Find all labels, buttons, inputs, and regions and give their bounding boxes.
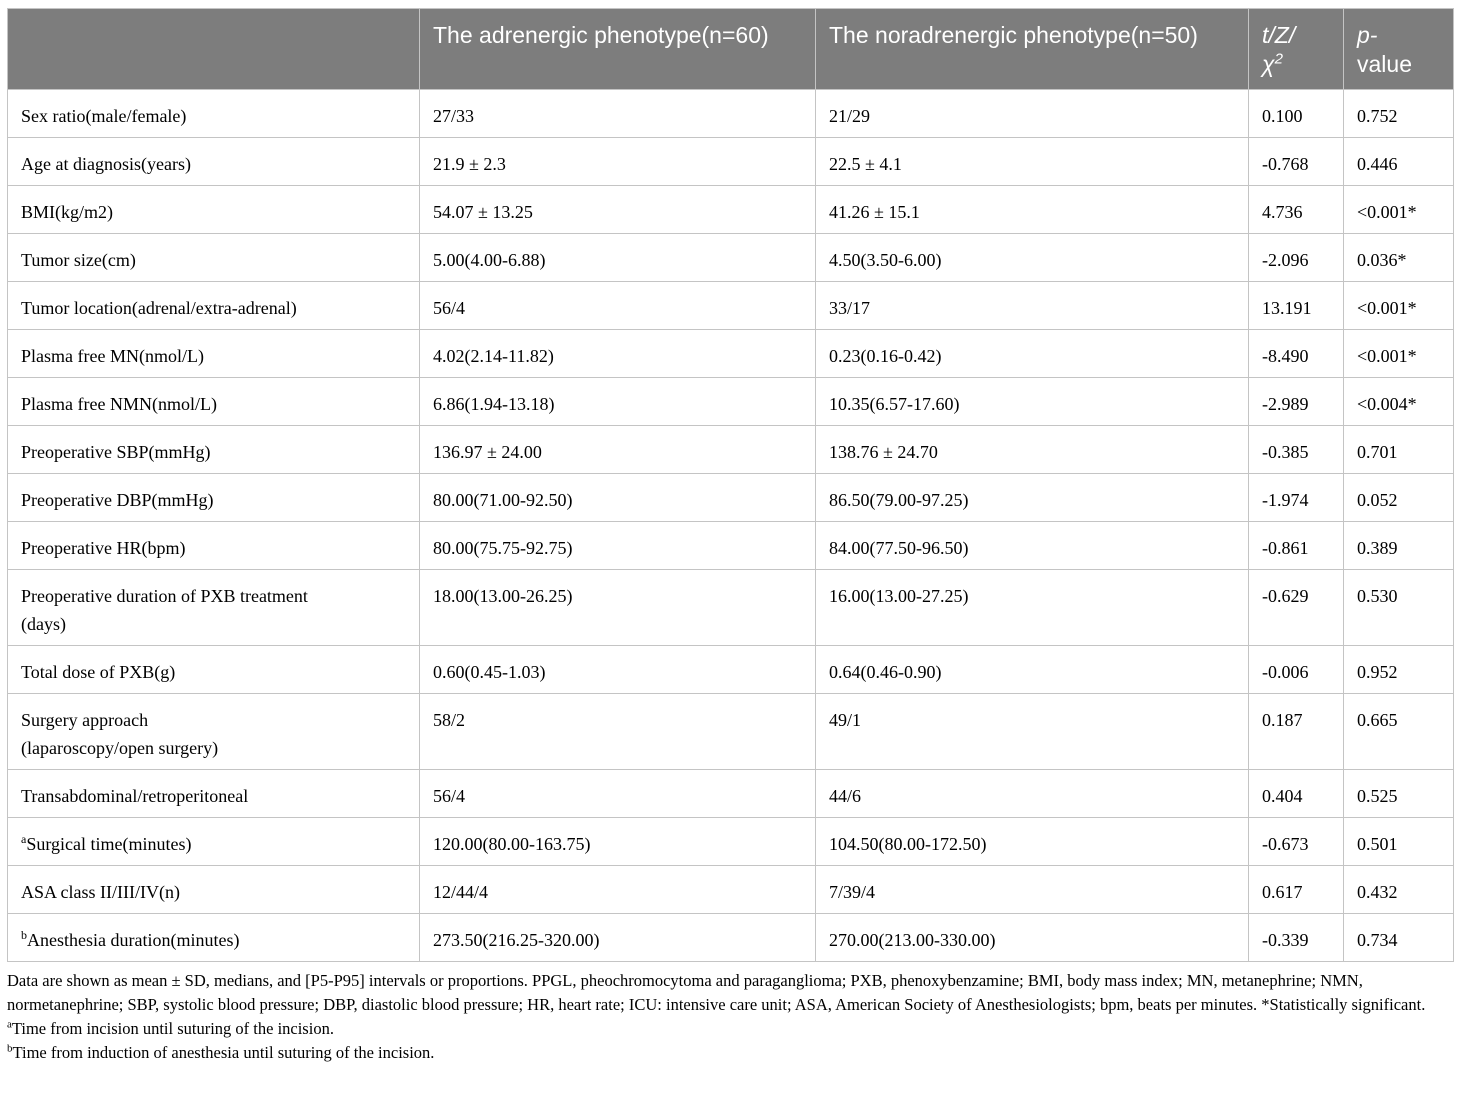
header-row — [8, 9, 1454, 90]
table-row — [8, 138, 1454, 186]
statistic-value: -0.006 — [1249, 646, 1344, 694]
row-label: Tumor size(cm) — [8, 234, 420, 282]
footnote-marker-a: a — [21, 832, 27, 846]
row-label-text: Anesthesia duration(minutes) — [27, 930, 240, 950]
adrenergic-value: 80.00(75.75-92.75) — [420, 522, 816, 570]
row-label-line1: Preoperative duration of PXB treatment — [21, 586, 308, 606]
header-statistic-line1: t/Z/ — [1262, 22, 1296, 48]
adrenergic-value: 56/4 — [420, 770, 816, 818]
p-value: 0.952 — [1344, 646, 1454, 694]
p-value: 0.052 — [1344, 474, 1454, 522]
noradrenergic-value: 4.50(3.50-6.00) — [816, 234, 1249, 282]
noradrenergic-value: 86.50(79.00-97.25) — [816, 474, 1249, 522]
table-row — [8, 570, 1454, 646]
row-label-line2: (days) — [21, 614, 66, 634]
row-label: Preoperative DBP(mmHg) — [8, 474, 420, 522]
noradrenergic-value: 104.50(80.00-172.50) — [816, 818, 1249, 866]
adrenergic-value: 80.00(71.00-92.50) — [420, 474, 816, 522]
table-row — [8, 522, 1454, 570]
table-row — [8, 234, 1454, 282]
row-label — [8, 914, 420, 962]
p-value: 0.525 — [1344, 770, 1454, 818]
footnote-main: Data are shown as mean ± SD, medians, and [P5-P95] intervals or proportions. PPGL, pheochromocytoma and paraganglioma; PXB, phenoxybenzamine; BMI, body mass index; MN, metanephrine; NMN, normetanephrine; SBP, systolic blood pressure; DBP, diastolic blood pressure; HR, heart rate; ICU: intensive care unit; ASA, American Society of Anesthesiologists; bpm, beats per minutes. *Statistically significant. — [7, 971, 1426, 1014]
table-footnotes — [7, 969, 1453, 1065]
row-label — [8, 570, 420, 646]
footnote-a-marker: a — [7, 1018, 12, 1031]
row-label: Transabdominal/retroperitoneal — [8, 770, 420, 818]
statistic-value: -0.339 — [1249, 914, 1344, 962]
footnote-marker-b: b — [21, 928, 27, 942]
adrenergic-value: 4.02(2.14-11.82) — [420, 330, 816, 378]
noradrenergic-value: 41.26 ± 15.1 — [816, 186, 1249, 234]
header-statistic-chi: χ — [1262, 51, 1275, 77]
row-label: Plasma free NMN(nmol/L) — [8, 378, 420, 426]
row-label-line1: Surgery approach — [21, 710, 149, 730]
adrenergic-value: 5.00(4.00-6.88) — [420, 234, 816, 282]
adrenergic-value: 120.00(80.00-163.75) — [420, 818, 816, 866]
footnote-b — [7, 1041, 1453, 1065]
p-value: 0.432 — [1344, 866, 1454, 914]
table-row — [8, 90, 1454, 138]
p-value: 0.036* — [1344, 234, 1454, 282]
header-p-value — [1344, 9, 1454, 90]
adrenergic-value: 136.97 ± 24.00 — [420, 426, 816, 474]
header-p-line1: p- — [1357, 22, 1378, 48]
footnote-b-marker: b — [7, 1042, 13, 1055]
statistic-value: -2.989 — [1249, 378, 1344, 426]
noradrenergic-value: 138.76 ± 24.70 — [816, 426, 1249, 474]
noradrenergic-value: 0.23(0.16-0.42) — [816, 330, 1249, 378]
row-label: Plasma free MN(nmol/L) — [8, 330, 420, 378]
adrenergic-value: 21.9 ± 2.3 — [420, 138, 816, 186]
row-label — [8, 694, 420, 770]
row-label-line2: (laparoscopy/open surgery) — [21, 738, 219, 758]
noradrenergic-value: 44/6 — [816, 770, 1249, 818]
statistic-value: -0.673 — [1249, 818, 1344, 866]
table-row — [8, 770, 1454, 818]
footnote-a-text: Time from incision until suturing of the incision. — [11, 1019, 334, 1038]
table-row — [8, 646, 1454, 694]
statistic-value: 13.191 — [1249, 282, 1344, 330]
statistic-value: -2.096 — [1249, 234, 1344, 282]
header-p-line2: value — [1357, 51, 1412, 77]
adrenergic-value: 12/44/4 — [420, 866, 816, 914]
row-label: ASA class II/III/IV(n) — [8, 866, 420, 914]
table-row — [8, 186, 1454, 234]
table-row — [8, 378, 1454, 426]
table-row — [8, 866, 1454, 914]
row-label: BMI(kg/m2) — [8, 186, 420, 234]
adrenergic-value: 6.86(1.94-13.18) — [420, 378, 816, 426]
statistic-value: 0.187 — [1249, 694, 1344, 770]
noradrenergic-value: 49/1 — [816, 694, 1249, 770]
noradrenergic-value: 0.64(0.46-0.90) — [816, 646, 1249, 694]
row-label: Age at diagnosis(years) — [8, 138, 420, 186]
p-value: 0.665 — [1344, 694, 1454, 770]
statistic-value: -0.768 — [1249, 138, 1344, 186]
adrenergic-value: 58/2 — [420, 694, 816, 770]
noradrenergic-value: 16.00(13.00-27.25) — [816, 570, 1249, 646]
row-label — [8, 818, 420, 866]
statistic-value: 0.617 — [1249, 866, 1344, 914]
statistic-value: -8.490 — [1249, 330, 1344, 378]
noradrenergic-value: 7/39/4 — [816, 866, 1249, 914]
comparison-table — [7, 8, 1454, 962]
table-container — [7, 8, 1453, 1065]
noradrenergic-value: 33/17 — [816, 282, 1249, 330]
p-value: 0.530 — [1344, 570, 1454, 646]
table-row — [8, 818, 1454, 866]
footnote-b-text: Time from induction of anesthesia until suturing of the incision. — [12, 1043, 435, 1062]
noradrenergic-value: 21/29 — [816, 90, 1249, 138]
adrenergic-value: 27/33 — [420, 90, 816, 138]
adrenergic-value: 0.60(0.45-1.03) — [420, 646, 816, 694]
header-adrenergic: The adrenergic phenotype(n=60) — [420, 9, 816, 90]
row-label: Total dose of PXB(g) — [8, 646, 420, 694]
p-value: 0.701 — [1344, 426, 1454, 474]
p-value: <0.004* — [1344, 378, 1454, 426]
noradrenergic-value: 22.5 ± 4.1 — [816, 138, 1249, 186]
adrenergic-value: 273.50(216.25-320.00) — [420, 914, 816, 962]
adrenergic-value: 18.00(13.00-26.25) — [420, 570, 816, 646]
p-value: 0.501 — [1344, 818, 1454, 866]
statistic-value: 0.100 — [1249, 90, 1344, 138]
noradrenergic-value: 84.00(77.50-96.50) — [816, 522, 1249, 570]
row-label: Preoperative SBP(mmHg) — [8, 426, 420, 474]
p-value: 0.752 — [1344, 90, 1454, 138]
statistic-value: -0.385 — [1249, 426, 1344, 474]
adrenergic-value: 54.07 ± 13.25 — [420, 186, 816, 234]
header-statistic — [1249, 9, 1344, 90]
p-value: 0.389 — [1344, 522, 1454, 570]
table-row — [8, 694, 1454, 770]
table-row — [8, 914, 1454, 962]
row-label: Sex ratio(male/female) — [8, 90, 420, 138]
statistic-value: 4.736 — [1249, 186, 1344, 234]
adrenergic-value: 56/4 — [420, 282, 816, 330]
p-value: 0.446 — [1344, 138, 1454, 186]
table-row — [8, 426, 1454, 474]
header-noradrenergic: The noradrenergic phenotype(n=50) — [816, 9, 1249, 90]
statistic-value: -1.974 — [1249, 474, 1344, 522]
footnote-a — [7, 1017, 1453, 1041]
noradrenergic-value: 270.00(213.00-330.00) — [816, 914, 1249, 962]
table-row — [8, 330, 1454, 378]
statistic-value: -0.629 — [1249, 570, 1344, 646]
table-row — [8, 474, 1454, 522]
statistic-value: 0.404 — [1249, 770, 1344, 818]
row-label-text: Surgical time(minutes) — [26, 834, 192, 854]
p-value: <0.001* — [1344, 282, 1454, 330]
noradrenergic-value: 10.35(6.57-17.60) — [816, 378, 1249, 426]
p-value: <0.001* — [1344, 330, 1454, 378]
table-row — [8, 282, 1454, 330]
row-label: Preoperative HR(bpm) — [8, 522, 420, 570]
row-label: Tumor location(adrenal/extra-adrenal) — [8, 282, 420, 330]
statistic-value: -0.861 — [1249, 522, 1344, 570]
p-value: 0.734 — [1344, 914, 1454, 962]
p-value: <0.001* — [1344, 186, 1454, 234]
header-statistic-sup: 2 — [1274, 50, 1283, 68]
header-empty-cell — [8, 9, 420, 90]
